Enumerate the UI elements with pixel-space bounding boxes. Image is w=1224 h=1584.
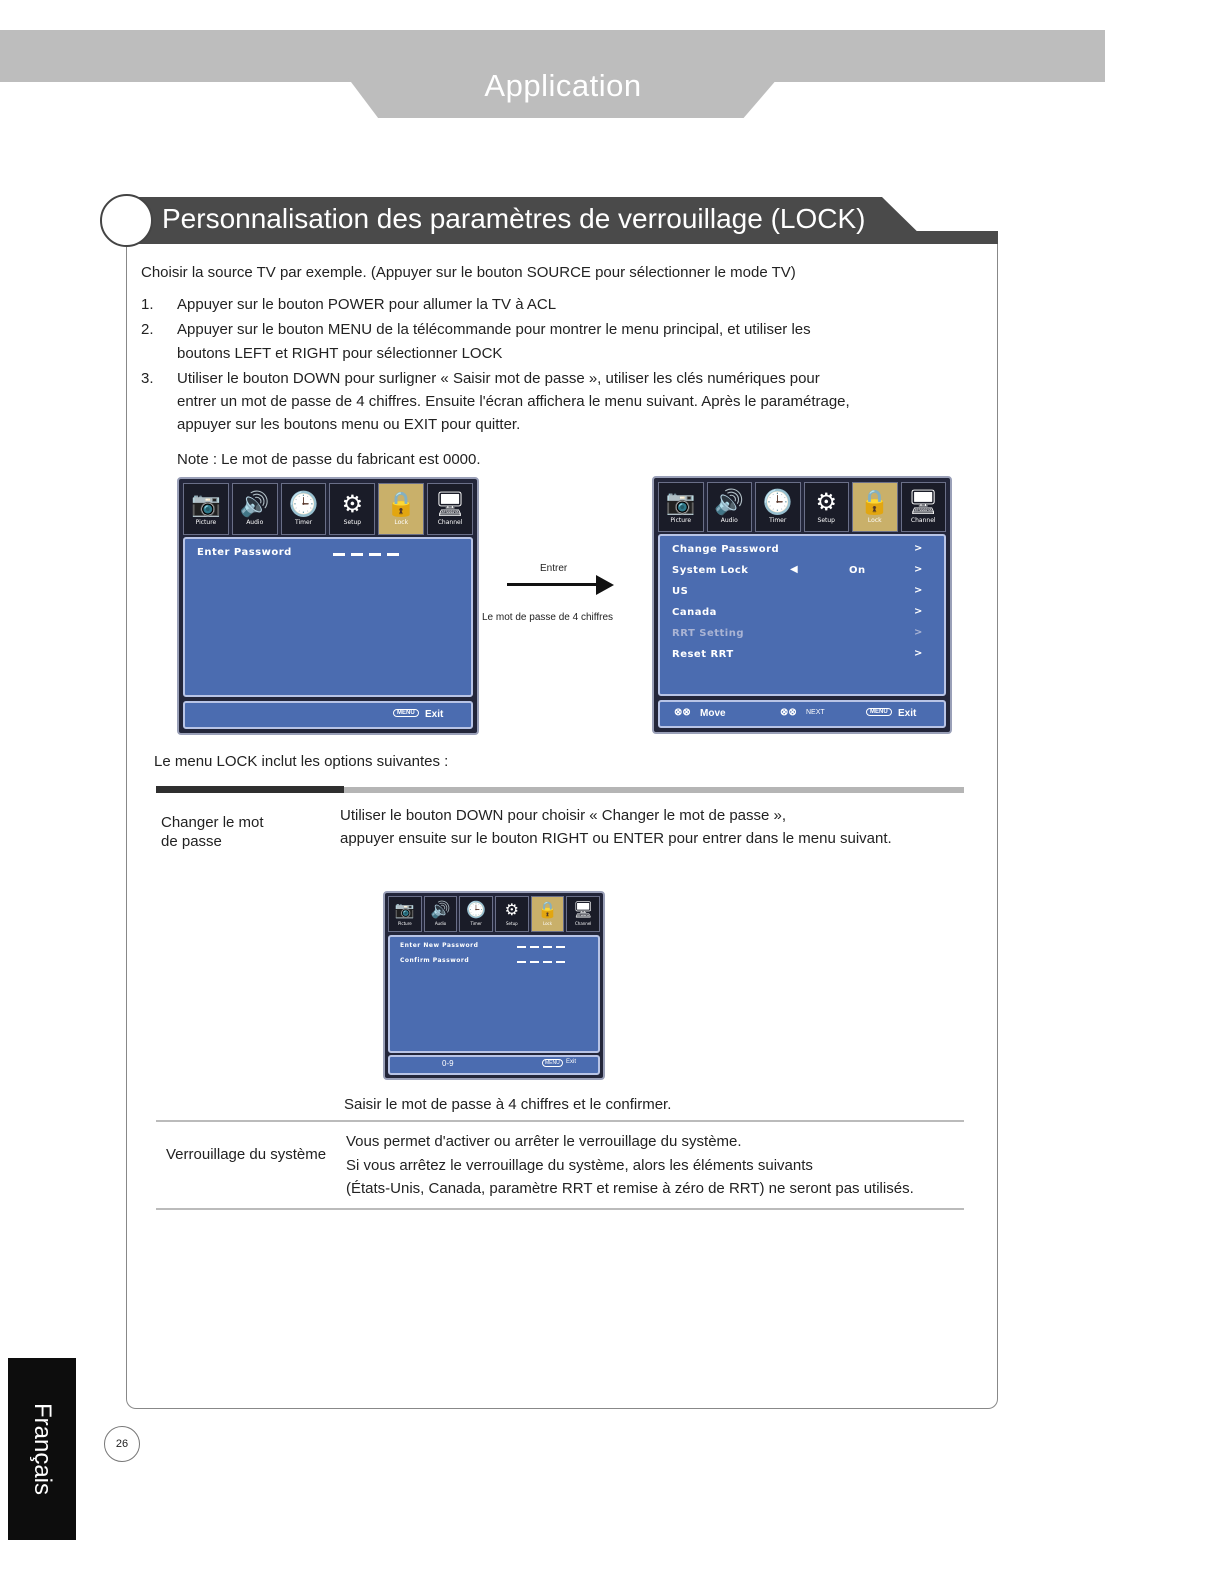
password-digit[interactable]	[387, 553, 399, 556]
menu-tab-picture[interactable]: 📷 Picture	[388, 896, 422, 932]
menu-key-icon: MENU	[866, 708, 892, 716]
camera-icon: 📷	[190, 490, 221, 518]
section-title: Personnalisation des paramètres de verrouillage (LOCK)	[162, 203, 866, 234]
clock-icon: 🕒	[288, 490, 319, 518]
arrow-bottom-label: Le mot de passe de 4 chiffres	[482, 612, 614, 623]
option-description: appuyer ensuite sur le bouton RIGHT ou ENTER pour entrer dans le menu suivant.	[340, 830, 892, 847]
menu-tab-channel[interactable]: 🖥 Channel	[901, 482, 947, 532]
menu-tab-audio[interactable]: 🔊 Audio	[707, 482, 753, 532]
menu-footer	[658, 700, 946, 728]
chevron-right-icon: >	[914, 606, 923, 617]
chevron-right-icon: >	[914, 585, 923, 596]
option-description: (États-Unis, Canada, paramètre RRT et remise à zéro de RRT) ne seront pas utilisés.	[346, 1180, 914, 1197]
table-header-dark	[156, 786, 344, 793]
menu-tab-lock[interactable]: 🔒 Lock	[378, 483, 424, 535]
table-divider	[156, 1208, 964, 1210]
chevron-right-icon: >	[914, 543, 923, 554]
menu-tab-timer[interactable]: 🕒 Timer	[281, 483, 327, 535]
menu-tab-channel[interactable]: 🖥 Channel	[427, 483, 473, 535]
confirm-password-label: Confirm Password	[400, 957, 470, 964]
arrow-shaft	[507, 583, 601, 586]
menu-footer	[388, 1055, 600, 1075]
menu-tab-audio[interactable]: 🔊 Audio	[424, 896, 458, 932]
password-digit[interactable]	[543, 946, 552, 948]
menu-tab-timer[interactable]: 🕒 Timer	[459, 896, 493, 932]
camera-icon: 📷	[665, 488, 696, 516]
tv-screen-lock-menu	[652, 476, 952, 734]
camera-icon: 📷	[394, 901, 415, 919]
menu-tab-audio[interactable]: 🔊 Audio	[232, 483, 278, 535]
option-name: Verrouillage du système	[166, 1146, 327, 1163]
screen3-caption: Saisir le mot de passe à 4 chiffres et le confirmer.	[344, 1096, 672, 1113]
menu-tab-picture[interactable]: 📷 Picture	[658, 482, 704, 532]
menu-tab-setup[interactable]: ⚙ Setup	[804, 482, 850, 532]
padlock-icon: 🔒	[859, 488, 890, 516]
menu-footer	[183, 701, 473, 729]
gear-icon: ⚙	[815, 488, 837, 516]
intro-text: Choisir la source TV par exemple. (Appuyer sur le bouton SOURCE pour sélectionner le mode TV)	[141, 264, 796, 281]
system-lock-value: On	[849, 565, 866, 576]
tv-screen-enter-password	[177, 477, 479, 735]
chevron-right-icon: >	[914, 627, 923, 638]
option-name: de passe	[161, 833, 222, 850]
move-label: Move	[700, 708, 726, 719]
step-text: Appuyer sur le bouton MENU de la télécommande pour montrer le menu principal, et utiliser les	[177, 321, 811, 338]
option-name: Changer le mot	[161, 814, 264, 831]
menu-key-icon: MENU	[542, 1059, 563, 1067]
chevron-right-icon: >	[914, 648, 923, 659]
menu-panel	[183, 537, 473, 697]
menu-panel	[388, 935, 600, 1053]
password-digit[interactable]	[517, 946, 526, 948]
table-divider	[156, 1120, 964, 1122]
menu-item-rrt-setting[interactable]: RRT Setting	[672, 628, 745, 639]
exit-label: Exit	[425, 709, 444, 720]
menu-item-reset-rrt[interactable]: Reset RRT	[672, 649, 734, 660]
clock-icon: 🕒	[762, 488, 793, 516]
password-digit[interactable]	[369, 553, 381, 556]
language-tab	[8, 1358, 76, 1540]
option-description: Si vous arrêtez le verrouillage du système, alors les éléments suivants	[346, 1157, 813, 1174]
next-arrows-icon: ⊗⊗	[780, 707, 797, 718]
note-text: Note : Le mot de passe du fabricant est 0000.	[177, 451, 481, 468]
step-text: boutons LEFT et RIGHT pour sélectionner LOCK	[177, 345, 503, 362]
menu-icon-row	[183, 483, 473, 535]
menu-panel	[658, 534, 946, 696]
arrow-top-label: Entrer	[540, 563, 568, 574]
menu-tab-lock[interactable]: 🔒 Lock	[852, 482, 898, 532]
move-arrows-icon: ⊗⊗	[674, 707, 691, 718]
menu-tab-lock[interactable]: 🔒 Lock	[531, 896, 565, 932]
step-number: 1.	[141, 296, 154, 313]
password-digit[interactable]	[351, 553, 363, 556]
step-number: 3.	[141, 370, 154, 387]
password-digit[interactable]	[517, 961, 526, 963]
exit-label: Exit	[898, 708, 917, 719]
password-digit[interactable]	[530, 946, 539, 948]
option-description: Utiliser le bouton DOWN pour choisir « Changer le mot de passe »,	[340, 807, 787, 824]
password-digit[interactable]	[543, 961, 552, 963]
menu-item-us[interactable]: US	[672, 586, 689, 597]
speaker-icon: 🔊	[430, 901, 451, 919]
menu-tab-channel[interactable]: 🖥 Channel	[566, 896, 600, 932]
speaker-icon: 🔊	[239, 490, 270, 518]
menu-icon-row	[658, 482, 946, 532]
arrow-right-icon	[596, 575, 614, 595]
monitor-icon: 🖥	[573, 901, 594, 919]
page-number: 26	[104, 1426, 140, 1462]
monitor-icon: 🖥	[908, 488, 939, 516]
menu-tab-picture[interactable]: 📷 Picture	[183, 483, 229, 535]
menu-tab-setup[interactable]: ⚙ Setup	[329, 483, 375, 535]
menu-item-change-password[interactable]: Change Password	[672, 544, 780, 555]
password-digit[interactable]	[556, 946, 565, 948]
password-digit[interactable]	[556, 961, 565, 963]
monitor-icon: 🖥	[434, 490, 466, 518]
tv-screen-new-password	[383, 891, 605, 1080]
next-label: NEXT	[806, 709, 825, 716]
exit-label: Exit	[566, 1059, 577, 1065]
enter-new-password-label: Enter New Password	[400, 942, 479, 949]
section-circle-icon	[100, 194, 153, 247]
step-text: entrer un mot de passe de 4 chiffres. Ensuite l'écran affichera le menu suivant. Après le paramétrage,	[177, 393, 850, 410]
gear-icon: ⚙	[341, 490, 364, 518]
step-text: appuyer sur les boutons menu ou EXIT pour quitter.	[177, 416, 521, 433]
step-number: 2.	[141, 321, 154, 338]
menu-icon-row	[388, 896, 600, 932]
enter-password-label: Enter Password	[197, 547, 292, 558]
password-digit[interactable]	[530, 961, 539, 963]
language-label: Français	[29, 1402, 56, 1496]
step-text: Utiliser le bouton DOWN pour surligner « Saisir mot de passe », utiliser les clés numériques pour	[177, 370, 820, 387]
step-text: Appuyer sur le bouton POWER pour allumer la TV à ACL	[177, 296, 557, 313]
lock-intro-text: Le menu LOCK inclut les options suivantes :	[154, 753, 449, 770]
menu-tab-timer[interactable]: 🕒 Timer	[755, 482, 801, 532]
table-header-light	[344, 787, 964, 793]
password-digit[interactable]	[333, 553, 345, 556]
menu-item-system-lock[interactable]: System Lock	[672, 565, 749, 576]
page-header-title: Application	[484, 68, 642, 103]
menu-key-icon: MENU	[393, 709, 419, 717]
gear-icon: ⚙	[504, 901, 520, 919]
padlock-icon: 🔒	[386, 490, 417, 518]
menu-tab-setup[interactable]: ⚙ Setup	[495, 896, 529, 932]
chevron-right-icon[interactable]: >	[914, 564, 923, 575]
padlock-icon: 🔒	[537, 901, 558, 919]
arrow-left-icon[interactable]: ◀	[790, 564, 799, 575]
option-description: Vous permet d'activer ou arrêter le verrouillage du système.	[346, 1133, 742, 1150]
section-title-underline	[900, 231, 998, 244]
clock-icon: 🕒	[466, 901, 487, 919]
menu-item-canada[interactable]: Canada	[672, 607, 717, 618]
digit-range-label: 0-9	[442, 1059, 454, 1068]
speaker-icon: 🔊	[714, 488, 745, 516]
